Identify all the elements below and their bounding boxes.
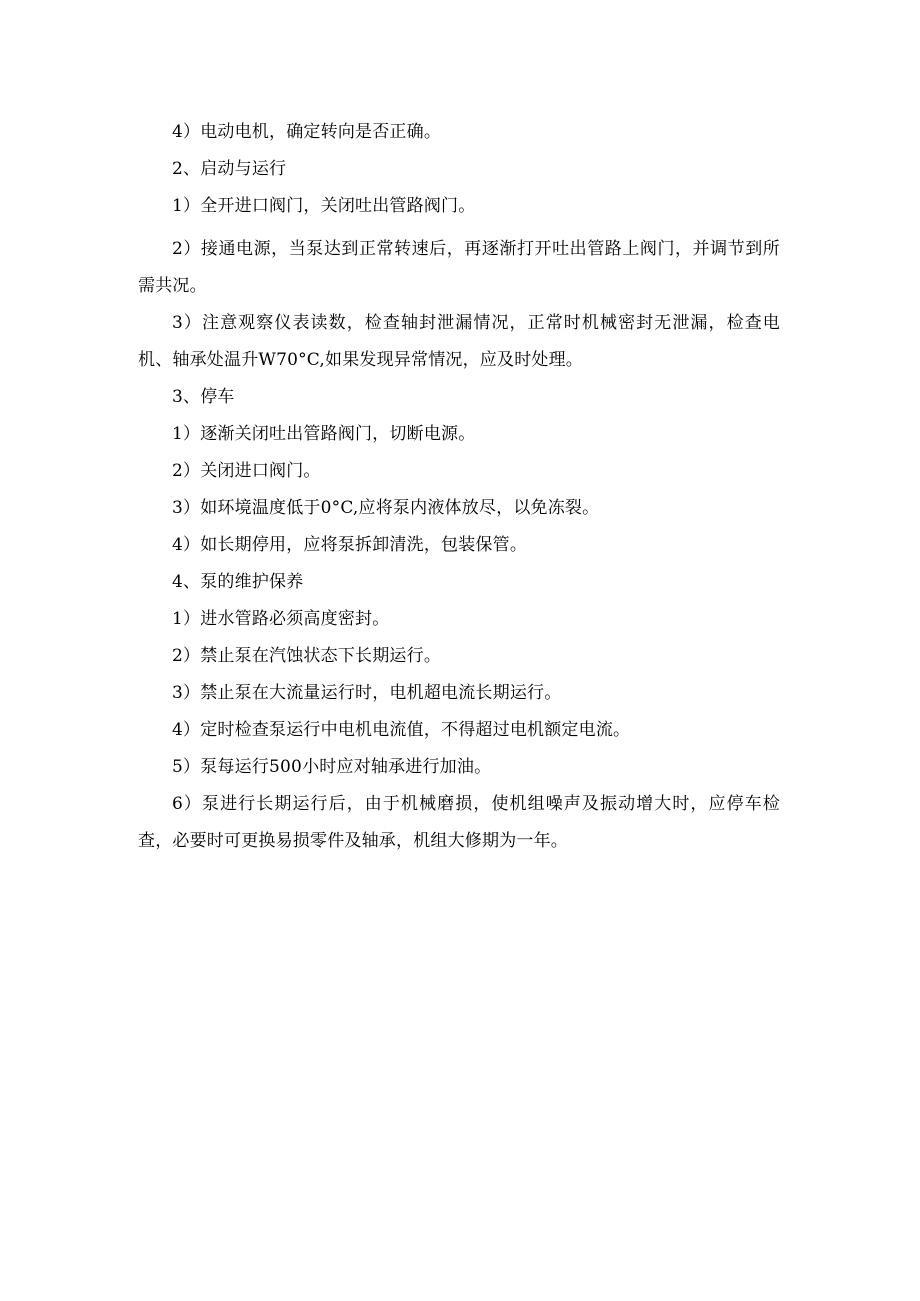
paragraph-maintenance-step-1: 1）进水管路必须高度密封。 — [172, 609, 390, 629]
paragraph-run-step-1: 1）全开进口阀门，关闭吐出管路阀门。 — [172, 196, 476, 216]
paragraph-run-step-3: 3）注意观察仪表读数，检查轴封泄漏情况，正常时机械密封无泄漏，检查电机、轴承处温升W70°C,如果发现异常情况，应及时处理。 — [138, 313, 780, 370]
paragraph-stop-step-2: 2）关闭进口阀门。 — [172, 461, 321, 481]
paragraph-stop-step-3: 3）如环境温度低于0°C,应将泵内液体放尽，以免冻裂。 — [172, 498, 600, 518]
paragraph-start-step-4: 4）电动电机，确定转向是否正确。 — [172, 122, 442, 142]
document-body — [138, 114, 780, 860]
paragraph-stop-step-4: 4）如长期停用，应将泵拆卸清洗，包装保管。 — [172, 535, 528, 555]
paragraph-maintenance-step-5: 5）泵每运行500小时应对轴承进行加油。 — [172, 757, 492, 777]
paragraph-maintenance-step-2: 2）禁止泵在汽蚀状态下长期运行。 — [172, 646, 442, 666]
paragraph-stop-step-1: 1）逐渐关闭吐出管路阀门，切断电源。 — [172, 424, 476, 444]
paragraph-maintenance-step-4: 4）定时检查泵运行中电机电流值，不得超过电机额定电流。 — [172, 720, 631, 740]
section-heading-stop: 3、停车 — [172, 387, 235, 407]
section-heading-maintenance: 4、泵的维护保养 — [172, 572, 304, 592]
paragraph-run-step-2: 2）接通电源，当泵达到正常转速后，再逐渐打开吐出管路上阀门，并调节到所需共况。 — [138, 239, 780, 296]
section-heading-start-and-run: 2、启动与运行 — [172, 159, 287, 179]
paragraph-maintenance-step-3: 3）禁止泵在大流量运行时，电机超电流长期运行。 — [172, 683, 562, 703]
paragraph-maintenance-step-6: 6）泵进行长期运行后，由于机械磨损，使机组噪声及振动增大时，应停车检查，必要时可更换易损零件及轴承，机组大修期为一年。 — [138, 794, 780, 851]
